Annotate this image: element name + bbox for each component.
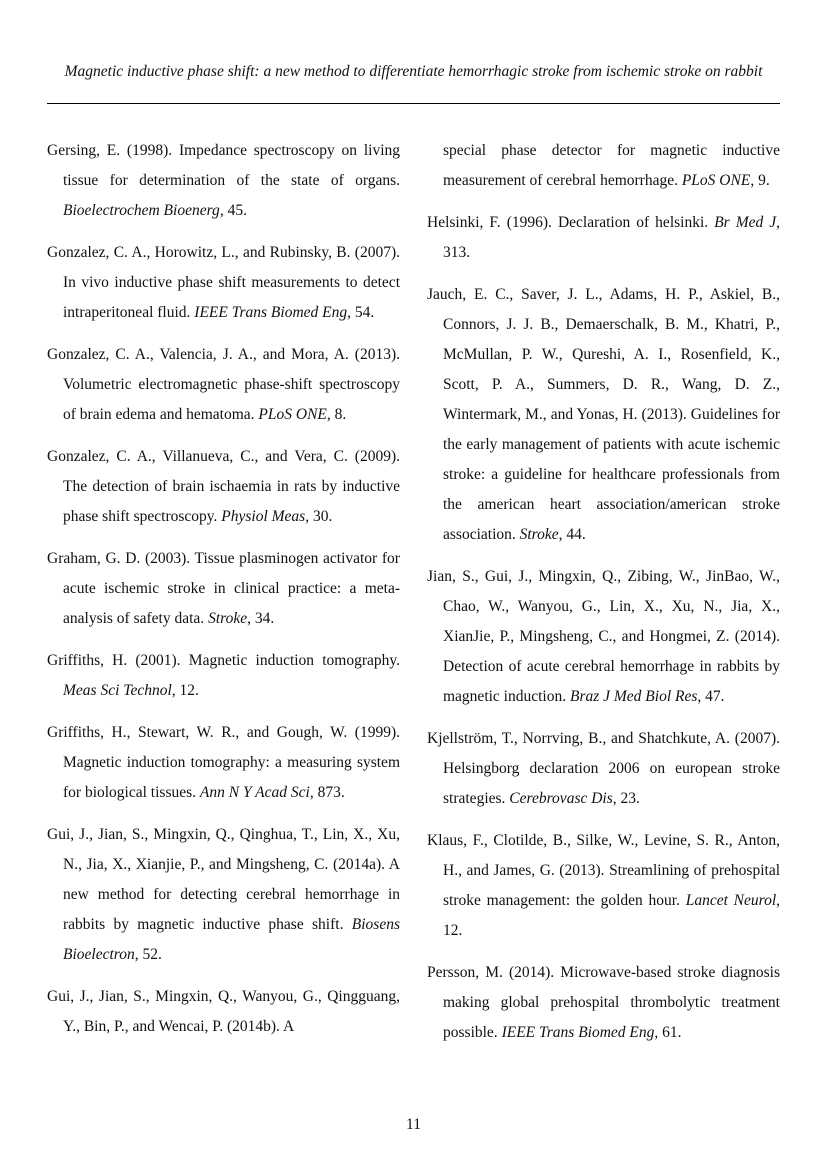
reference-journal: Biosens Bioelectron [63, 916, 400, 963]
reference-journal: PLoS ONE [681, 172, 751, 189]
reference-authors: Gersing, E. (1998). [47, 142, 173, 159]
reference-volume: , 34. [247, 610, 275, 627]
reference-journal: Physiol Meas [221, 508, 306, 525]
reference-item [47, 646, 400, 706]
reference-volume: , 23. [612, 790, 640, 807]
reference-item [47, 238, 400, 328]
reference-volume: , 61. [654, 1024, 682, 1041]
reference-volume: , 30. [305, 508, 333, 525]
reference-title: Streamlining of prehospital stroke management: the golden hour. [443, 862, 780, 909]
reference-title: Helsingborg declaration 2006 on european stroke strategies. [443, 760, 780, 807]
reference-journal: PLoS ONE [258, 406, 327, 423]
reference-authors: Kjellström, T., Norrving, B., and Shatchkute, A. (2007). [427, 730, 780, 747]
reference-volume: , 47. [697, 688, 725, 705]
reference-authors: Griffiths, H. (2001). [47, 652, 181, 669]
reference-title: Volumetric electromagnetic phase-shift spectroscopy of brain edema and hematoma. [63, 376, 400, 423]
reference-journal: Lancet Neurol [685, 892, 777, 909]
reference-volume: , 54. [347, 304, 375, 321]
reference-item [47, 820, 400, 970]
reference-journal: IEEE Trans Biomed Eng [194, 304, 348, 321]
reference-journal: Cerebrovasc Dis [509, 790, 613, 807]
reference-volume: , 45. [219, 202, 247, 219]
reference-item [427, 280, 780, 550]
running-header: Magnetic inductive phase shift: a new method to differentiate hemorrhagic stroke from ischemic stroke on rabbit [64, 63, 763, 80]
reference-title: In vivo inductive phase shift measurements to detect intraperitoneal fluid. [63, 274, 400, 321]
reference-volume: , 9. [750, 172, 770, 189]
reference-continuation [427, 136, 780, 196]
reference-title: Guidelines for the early management of patients with acute ischemic stroke: a guideline for healthcare professionals from the american heart association/american stroke association. [443, 406, 781, 543]
reference-item [47, 340, 400, 430]
reference-item [47, 442, 400, 532]
reference-volume: , 873. [309, 784, 345, 801]
reference-authors: Griffiths, H., Stewart, W. R., and Gough, W. (1999). [47, 724, 400, 741]
references-right-column [427, 136, 780, 1060]
reference-item [427, 724, 780, 814]
reference-authors: Helsinki, F. (1996). [427, 214, 552, 231]
reference-journal: Meas Sci Technol [63, 682, 172, 699]
reference-authors: Gui, J., Jian, S., Mingxin, Q., Qinghua, T., Lin, X., Xu, N., Jia, X., Xianjie, P., and Mingsheng, C. (2014a). [47, 826, 400, 873]
reference-volume: , 44. [558, 526, 586, 543]
reference-journal: Braz J Med Biol Res [569, 688, 698, 705]
reference-journal: Ann N Y Acad Sci [199, 784, 310, 801]
reference-title: The detection of brain ischaemia in rats by inductive phase shift spectroscopy. [63, 478, 400, 525]
reference-volume: , 12. [171, 682, 199, 699]
reference-journal: Stroke [519, 526, 559, 543]
reference-title: special phase detector for magnetic inductive measurement of cerebral hemorrhage. [443, 142, 780, 189]
reference-title: Detection of acute cerebral hemorrhage in rabbits by magnetic induction. [443, 658, 780, 705]
reference-item [427, 208, 780, 268]
reference-title: Magnetic induction tomography: a measuring system for biological tissues. [63, 754, 400, 801]
reference-authors: Jian, S., Gui, J., Mingxin, Q., Zibing, W., JinBao, W., Chao, W., Wanyou, G., Lin, X., Xu, N., Jia, X., XianJie, P., Mingsheng, C., and Hongmei, Z. (2014). [427, 568, 780, 645]
references-left-column [47, 136, 400, 1054]
reference-item [47, 136, 400, 226]
reference-title: Tissue plasminogen activator for acute ischemic stroke in clinical practice: a meta-analysis of safety data. [63, 550, 400, 627]
reference-journal: IEEE Trans Biomed Eng [501, 1024, 655, 1041]
reference-authors: Gonzalez, C. A., Valencia, J. A., and Mora, A. (2013). [47, 346, 400, 363]
reference-volume: , 8. [326, 406, 347, 423]
reference-volume: , 12. [443, 892, 781, 939]
reference-authors: Graham, G. D. (2003). [47, 550, 191, 567]
header-rule [47, 103, 780, 104]
reference-volume: , 313. [443, 214, 781, 261]
reference-authors: Gonzalez, C. A., Villanueva, C., and Vera, C. (2009). [47, 448, 400, 465]
reference-authors: Jauch, E. C., Saver, J. L., Adams, H. P., Askiel, B., Connors, J. J. B., Demaerschalk, B. M., Khatri, P., McMullan, P. W., Qureshi, A. I., Rosenfield, K., Scott, P. A., Summers, D. R., Wang, D. Z., Wintermark, M., and Yonas, H. (2013). [427, 286, 780, 423]
reference-authors: Persson, M. (2014). [427, 964, 555, 981]
reference-title: Magnetic induction tomography. [188, 652, 401, 669]
reference-journal: Stroke [208, 610, 248, 627]
reference-journal: Bioelectrochem Bioenerg [63, 202, 220, 219]
reference-item [47, 982, 400, 1042]
page-number: 11 [406, 1116, 421, 1133]
reference-item [427, 562, 780, 712]
reference-journal: Br Med J [714, 214, 777, 231]
reference-title: Microwave-based stroke diagnosis making global prehospital thrombolytic treatment possible. [443, 964, 780, 1041]
reference-authors: Gonzalez, C. A., Horowitz, L., and Rubinsky, B. (2007). [47, 244, 400, 261]
reference-item [427, 958, 780, 1048]
reference-item [427, 826, 780, 946]
reference-item [47, 544, 400, 634]
reference-volume: , 52. [134, 946, 162, 963]
reference-title: A new method for detecting cerebral hemorrhage in rabbits by magnetic inductive phase shift. [63, 856, 400, 933]
reference-authors: Gui, J., Jian, S., Mingxin, Q., Wanyou, G., Qingguang, Y., Bin, P., and Wencai, P. (2014b). [47, 988, 400, 1035]
reference-title: Declaration of helsinki. [557, 214, 709, 231]
reference-title: A [282, 1018, 295, 1035]
reference-title: Impedance spectroscopy on living tissue for determination of the state of organs. [63, 142, 401, 189]
reference-item [47, 718, 400, 808]
reference-authors: Klaus, F., Clotilde, B., Silke, W., Levine, S. R., Anton, H., and James, G. (2013). [427, 832, 780, 879]
